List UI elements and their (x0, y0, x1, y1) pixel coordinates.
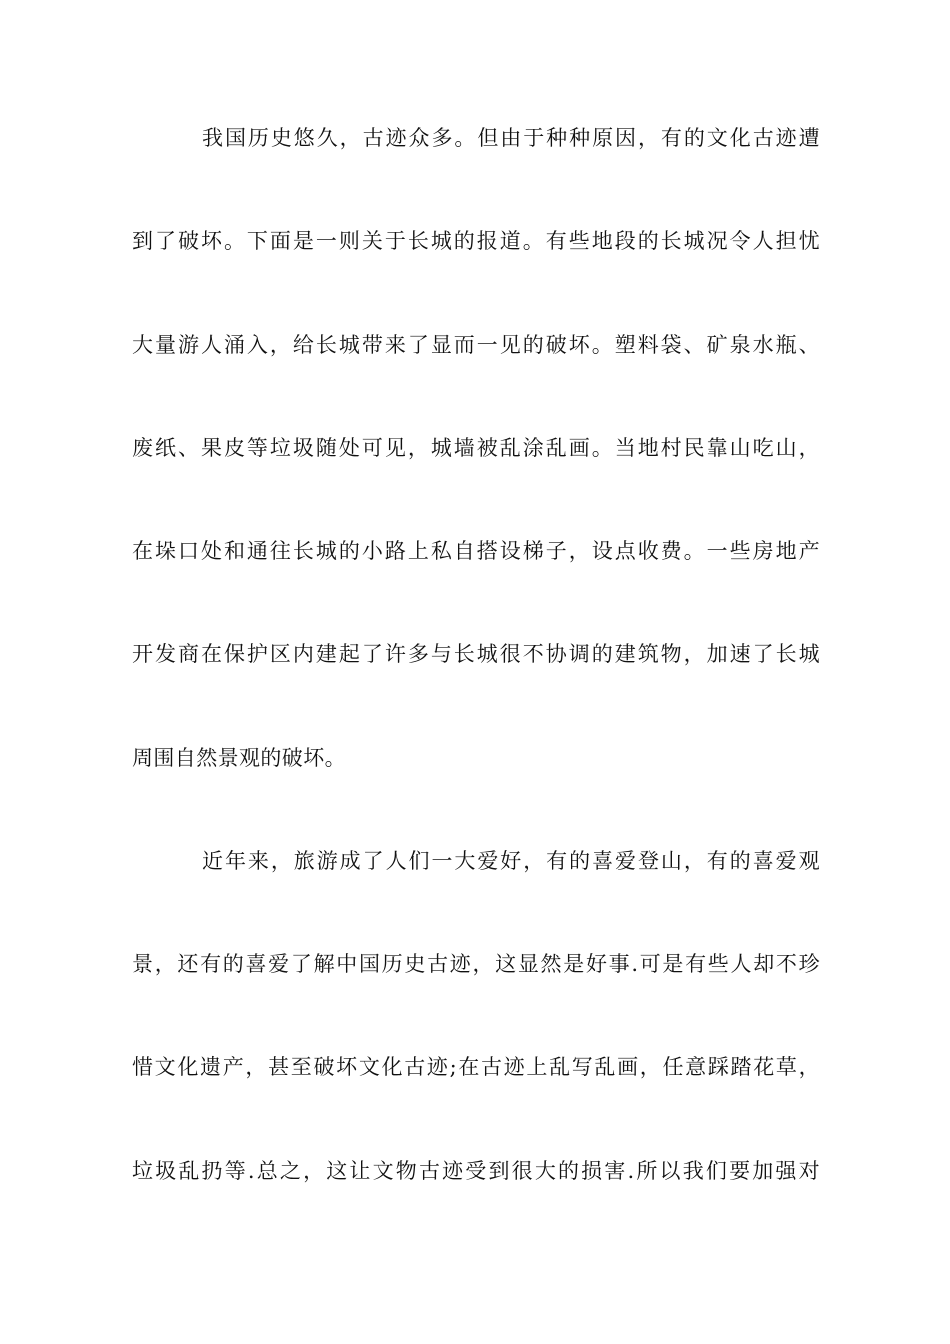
paragraph-2-line-4: 垃圾乱扔等.总之，这让文物古迹受到很大的损害.所以我们要加强对 (132, 1159, 820, 1183)
paragraph-1-line-2: 到了破坏。下面是一则关于长城的报道。有些地段的长城况令人担忧 (132, 229, 820, 253)
paragraph-1-line-7: 周围自然景观的破坏。 (132, 746, 346, 770)
paragraph-1-line-1: 我国历史悠久，古迹众多。但由于种种原因，有的文化古迹遭 (202, 126, 820, 150)
paragraph-2-line-1: 近年来，旅游成了人们一大爱好，有的喜爱登山，有的喜爱观 (202, 849, 820, 873)
paragraph-1-line-4: 废纸、果皮等垃圾随处可见，城墙被乱涂乱画。当地村民靠山吃山， (132, 436, 820, 460)
paragraph-1-line-3: 大量游人涌入，给长城带来了显而一见的破坏。塑料袋、矿泉水瓶、 (132, 333, 820, 357)
paragraph-2-line-2: 景，还有的喜爱了解中国历史古迹，这显然是好事.可是有些人却不珍 (132, 952, 820, 976)
paragraph-1-line-5: 在垛口处和通往长城的小路上私自搭设梯子，设点收费。一些房地产 (132, 539, 820, 563)
paragraph-2-line-3: 惜文化遗产，甚至破坏文化古迹;在古迹上乱写乱画，任意踩踏花草， (132, 1055, 820, 1079)
paragraph-1-line-6: 开发商在保护区内建起了许多与长城很不协调的建筑物，加速了长城 (132, 642, 820, 666)
